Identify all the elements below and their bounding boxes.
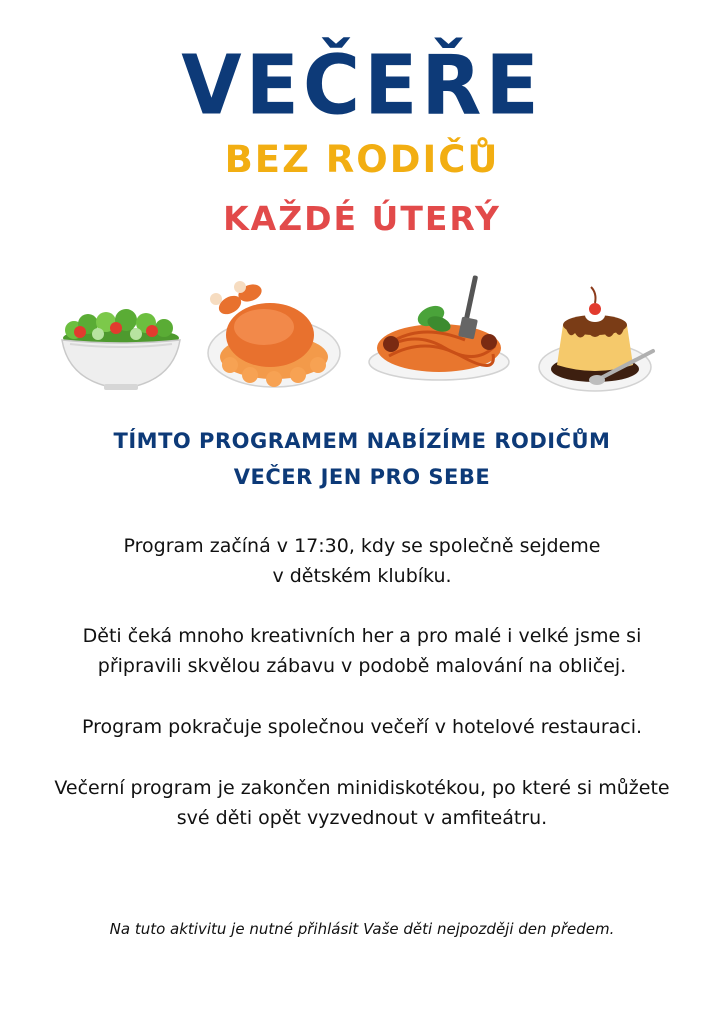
paragraph-1-line-1: Program začíná v 17:30, kdy se společně sejdeme (123, 535, 601, 557)
paragraph-2-line-1: Děti čeká mnoho kreativních her a pro malé i velké jsme si (82, 625, 642, 647)
page-day: KAŽDÉ ÚTERÝ (223, 199, 501, 238)
paragraph-4-line-2: své děti opět vyzvednout v amfiteátru. (176, 807, 548, 829)
flan-dessert-icon (535, 285, 665, 395)
intro-line-2: VEČER JEN PRO SEBE (233, 465, 491, 489)
page-title: VEČEŘE (181, 38, 543, 134)
paragraph-4-line-1: Večerní program je zakončen minidiskotékou, po které si můžete (54, 777, 670, 799)
page-subtitle: BEZ RODIČŮ (224, 138, 500, 181)
paragraph-3-line-1: Program pokračuje společnou večeří v hotelové restauraci. (81, 716, 643, 738)
spaghetti-icon (365, 270, 515, 390)
food-illustrations (0, 270, 724, 400)
paragraph-1-line-2: v dětském klubíku. (272, 565, 452, 587)
paragraph-2-line-2: připravili skvělou zábavu v podobě malování na obličej. (97, 655, 627, 677)
roast-chicken-icon (200, 275, 345, 395)
salad-bowl-icon (56, 298, 186, 393)
intro-line-1: TÍMTO PROGRAMEM NABÍZÍME RODIČŮM (113, 429, 611, 453)
footer-note: Na tuto aktivitu je nutné přihlásit Vaše děti nejpozději den předem. (109, 920, 615, 938)
